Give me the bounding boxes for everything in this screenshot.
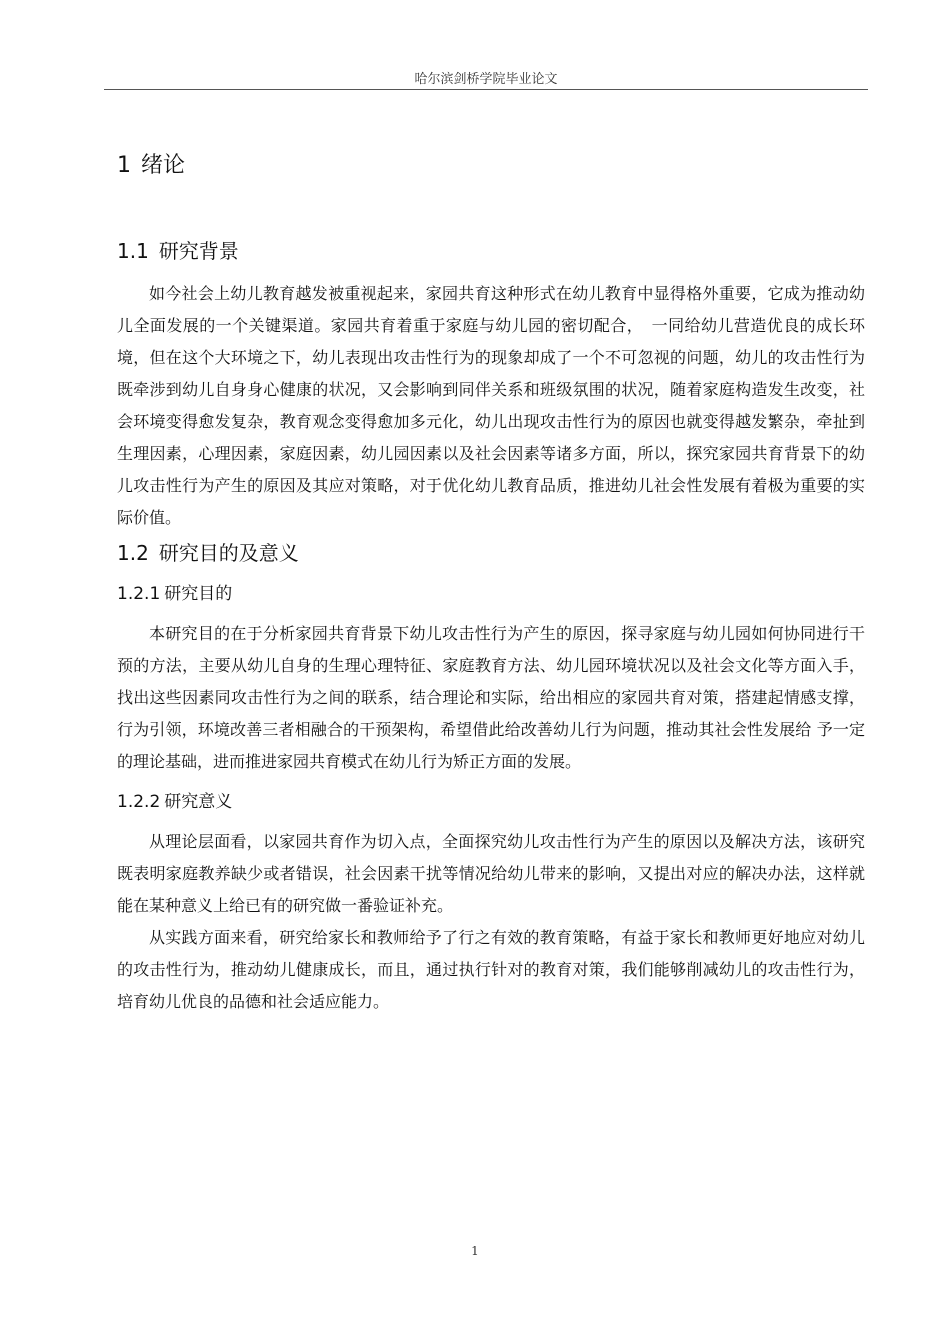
section-title: 研究背景 [158, 239, 239, 263]
significance-paragraph-theory: 从理论层面看，以家园共育作为切入点，全面探究幼儿攻击性行为产生的原因以及解决方法，该研究既表明家庭教养缺少或者错误，社会因素干扰等情况给幼儿带来的影响，又提出对应的解决办法，这样就能在某种意义上给已有的研究做一番验证补充。 [117, 832, 865, 915]
subsection-number: 1.2.2 [117, 792, 161, 812]
section-number: 1.1 [117, 239, 149, 263]
background-paragraph: 如今社会上幼儿教育越发被重视起来，家园共育这种形式在幼儿教育中显得格外重要，它成为推动幼儿全面发展的一个关键渠道。家园共育着重于家庭与幼儿园的密切配合， 一同给幼儿营造优良的成长环境，但在这个大环境之下，幼儿表现出攻击性行为的现象却成了一个不可忽视的问题，幼儿的攻击性行为既牵涉到幼儿自身身心健康的状况，又会影响到同伴关系和班级氛围的状况，随着家庭构造发生改变，社会环境变得愈发复杂，教育观念变得愈加多元化，幼儿出现攻击性行为的原因也就变得越发繁杂，牵扯到生理因素，心理因素，家庭因素，幼儿园因素以及社会因素等诸多方面，所以，探究家园共育背景下的幼儿攻击性行为产生的原因及其应对策略，对于优化幼儿教育品质，推进幼儿社会性发展有着极为重要的实际价值。 [117, 284, 865, 527]
significance-paragraph-practice: 从实践方面来看，研究给家长和教师给予了行之有效的教育策略，有益于家长和教师更好地应对幼儿的攻击性行为，推动幼儿健康成长，而且，通过执行针对的教育对策，我们能够削减幼儿的攻击性行为，培育幼儿优良的品德和社会适应能力。 [117, 928, 865, 1011]
section-title: 研究目的及意义 [158, 541, 299, 565]
section-number: 1.2 [117, 541, 149, 565]
subsection-heading-1-2-2 [117, 788, 865, 816]
chapter-heading [117, 150, 865, 182]
header-divider [104, 89, 868, 90]
subsection-heading-1-2-1 [117, 580, 865, 608]
page-body [117, 150, 865, 1018]
section-heading-1-1 [117, 236, 865, 266]
chapter-title: 绪论 [141, 153, 186, 178]
page-number: 1 [471, 1244, 479, 1258]
chapter-number: 1 [117, 153, 131, 178]
subsection-number: 1.2.1 [117, 584, 161, 604]
running-header: 哈尔滨剑桥学院毕业论文 [414, 72, 558, 87]
subsection-title: 研究目的 [164, 584, 233, 604]
section-heading-1-2 [117, 538, 865, 568]
subsection-title: 研究意义 [164, 792, 233, 812]
purpose-paragraph: 本研究目的在于分析家园共育背景下幼儿攻击性行为产生的原因，探寻家庭与幼儿园如何协同进行干预的方法，主要从幼儿自身的生理心理特征、家庭教育方法、幼儿园环境状况以及社会文化等方面入手，找出这些因素同攻击性行为之间的联系，结合理论和实际，给出相应的家园共育对策，搭建起情感支撑，行为引领，环境改善三者相融合的干预架构，希望借此给改善幼儿行为问题，推动其社会性发展给 予一定的理论基础，进而推进家园共育模式在幼儿行为矫正方面的发展。 [117, 624, 865, 771]
